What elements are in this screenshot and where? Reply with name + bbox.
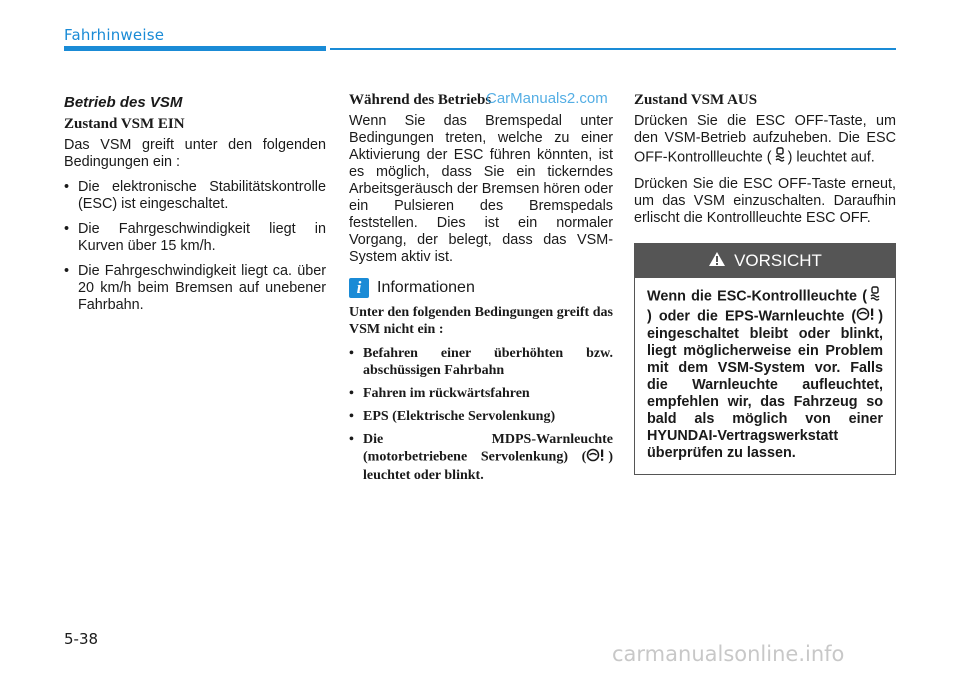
vsm-off-paragraph bbox=[634, 113, 896, 168]
intro-paragraph: Das VSM greift unter den folgenden Bedingungen ein : bbox=[64, 137, 326, 170]
operation-paragraph: Wenn Sie das Bremspedal unter Bedingungen treten, welche zu einer Aktivierung der ESC führen könnten, ist es möglich, dass Sie ein tickerndes Arbeitsgeräusch der Bremsen hören oder ein Pulsieren des Bremspedals feststellen. Dies ist ein normaler Vorgang, der belegt, dass das VSM-System aktiv ist. bbox=[349, 113, 613, 265]
caution-text-part2: ) oder die EPS-Warnleuchte ( bbox=[647, 308, 857, 325]
section-title: Fahrhinweise bbox=[64, 26, 165, 44]
list-item: • Fahren im rückwärtsfahren bbox=[349, 385, 613, 402]
list-item: • Die Fahrgeschwindigkeit liegt in Kurven über 15 km/h. bbox=[64, 221, 326, 255]
mdps-text-pre: Die MDPS-Warnleuchte (motorbetriebene Servolenkung) ( bbox=[363, 432, 613, 465]
info-list bbox=[349, 345, 613, 484]
header-rule-thick bbox=[64, 46, 326, 51]
header-rule-thin bbox=[330, 48, 896, 50]
esc-off-indicator-icon bbox=[772, 147, 788, 168]
heading-during-operation: Während des Betriebs bbox=[349, 92, 492, 108]
watermark-top: CarManuals2.com bbox=[486, 90, 608, 107]
column-middle bbox=[349, 92, 613, 490]
watermark-bottom: carmanualsonline.info bbox=[612, 642, 845, 666]
caution-text-part1: Wenn die ESC-Kontrollleuchte ( bbox=[647, 288, 867, 305]
info-title: Informationen bbox=[377, 279, 475, 296]
eps-warning-icon bbox=[586, 448, 608, 467]
info-icon: i bbox=[349, 278, 369, 298]
mdps-text-post: ) leuchtet oder blinkt. bbox=[363, 449, 613, 483]
column-left bbox=[64, 92, 326, 322]
list-item: • Die Fahrgeschwindigkeit liegt ca. über 20 km/h beim Bremsen auf unebener Fahrbahn. bbox=[64, 263, 326, 314]
info-intro: Unter den folgenden Bedingungen greift das VSM nicht ein : bbox=[349, 305, 613, 337]
info-header bbox=[349, 278, 613, 298]
list-item: • Die elektronische Stabilitätskontrolle (ESC) ist eingeschaltet. bbox=[64, 179, 326, 213]
eps-warning-icon bbox=[856, 307, 878, 326]
para1-post: ) leuchtet auf. bbox=[787, 149, 875, 166]
subheading-vsm-on: Zustand VSM EIN bbox=[64, 116, 185, 132]
page-number: 5-38 bbox=[64, 630, 99, 648]
list-item: • EPS (Elektrische Servolenkung) bbox=[349, 408, 613, 425]
caution-text-part3: ) eingeschaltet bleibt oder blinkt, liegt möglicherweise ein Problem mit dem VSM-System vor. Falls die Warnleuchte aufleuchtet, empfehlen wir, das Fahrzeug so bald als möglich von einer HYUNDAI-Vertragswerkstatt überprüfen zu lassen. bbox=[647, 308, 883, 461]
list-item: • Befahren einer überhöhten bzw. abschüssigen Fahrbahn bbox=[349, 345, 613, 379]
caution-box bbox=[634, 243, 896, 475]
esc-indicator-icon bbox=[867, 286, 883, 307]
list-item bbox=[349, 431, 613, 484]
heading-vsm-operation: Betrieb des VSM bbox=[64, 94, 183, 111]
warning-triangle-icon bbox=[708, 251, 726, 272]
heading-vsm-off: Zustand VSM AUS bbox=[634, 92, 758, 108]
para1-pre: Drücken Sie die ESC OFF-Taste, um den VSM-Betrieb aufzuheben. Die ESC OFF-Kontrollleuchte ( bbox=[634, 113, 896, 166]
vsm-on-again-paragraph: Drücken Sie die ESC OFF-Taste erneut, um das VSM einzuschalten. Daraufhin erlischt die Kontrollleuchte ESC OFF. bbox=[634, 176, 896, 226]
conditions-list bbox=[64, 179, 326, 314]
caution-text bbox=[635, 278, 895, 474]
column-right bbox=[634, 92, 896, 475]
caution-title: VORSICHT bbox=[734, 251, 822, 270]
caution-header bbox=[635, 244, 895, 278]
